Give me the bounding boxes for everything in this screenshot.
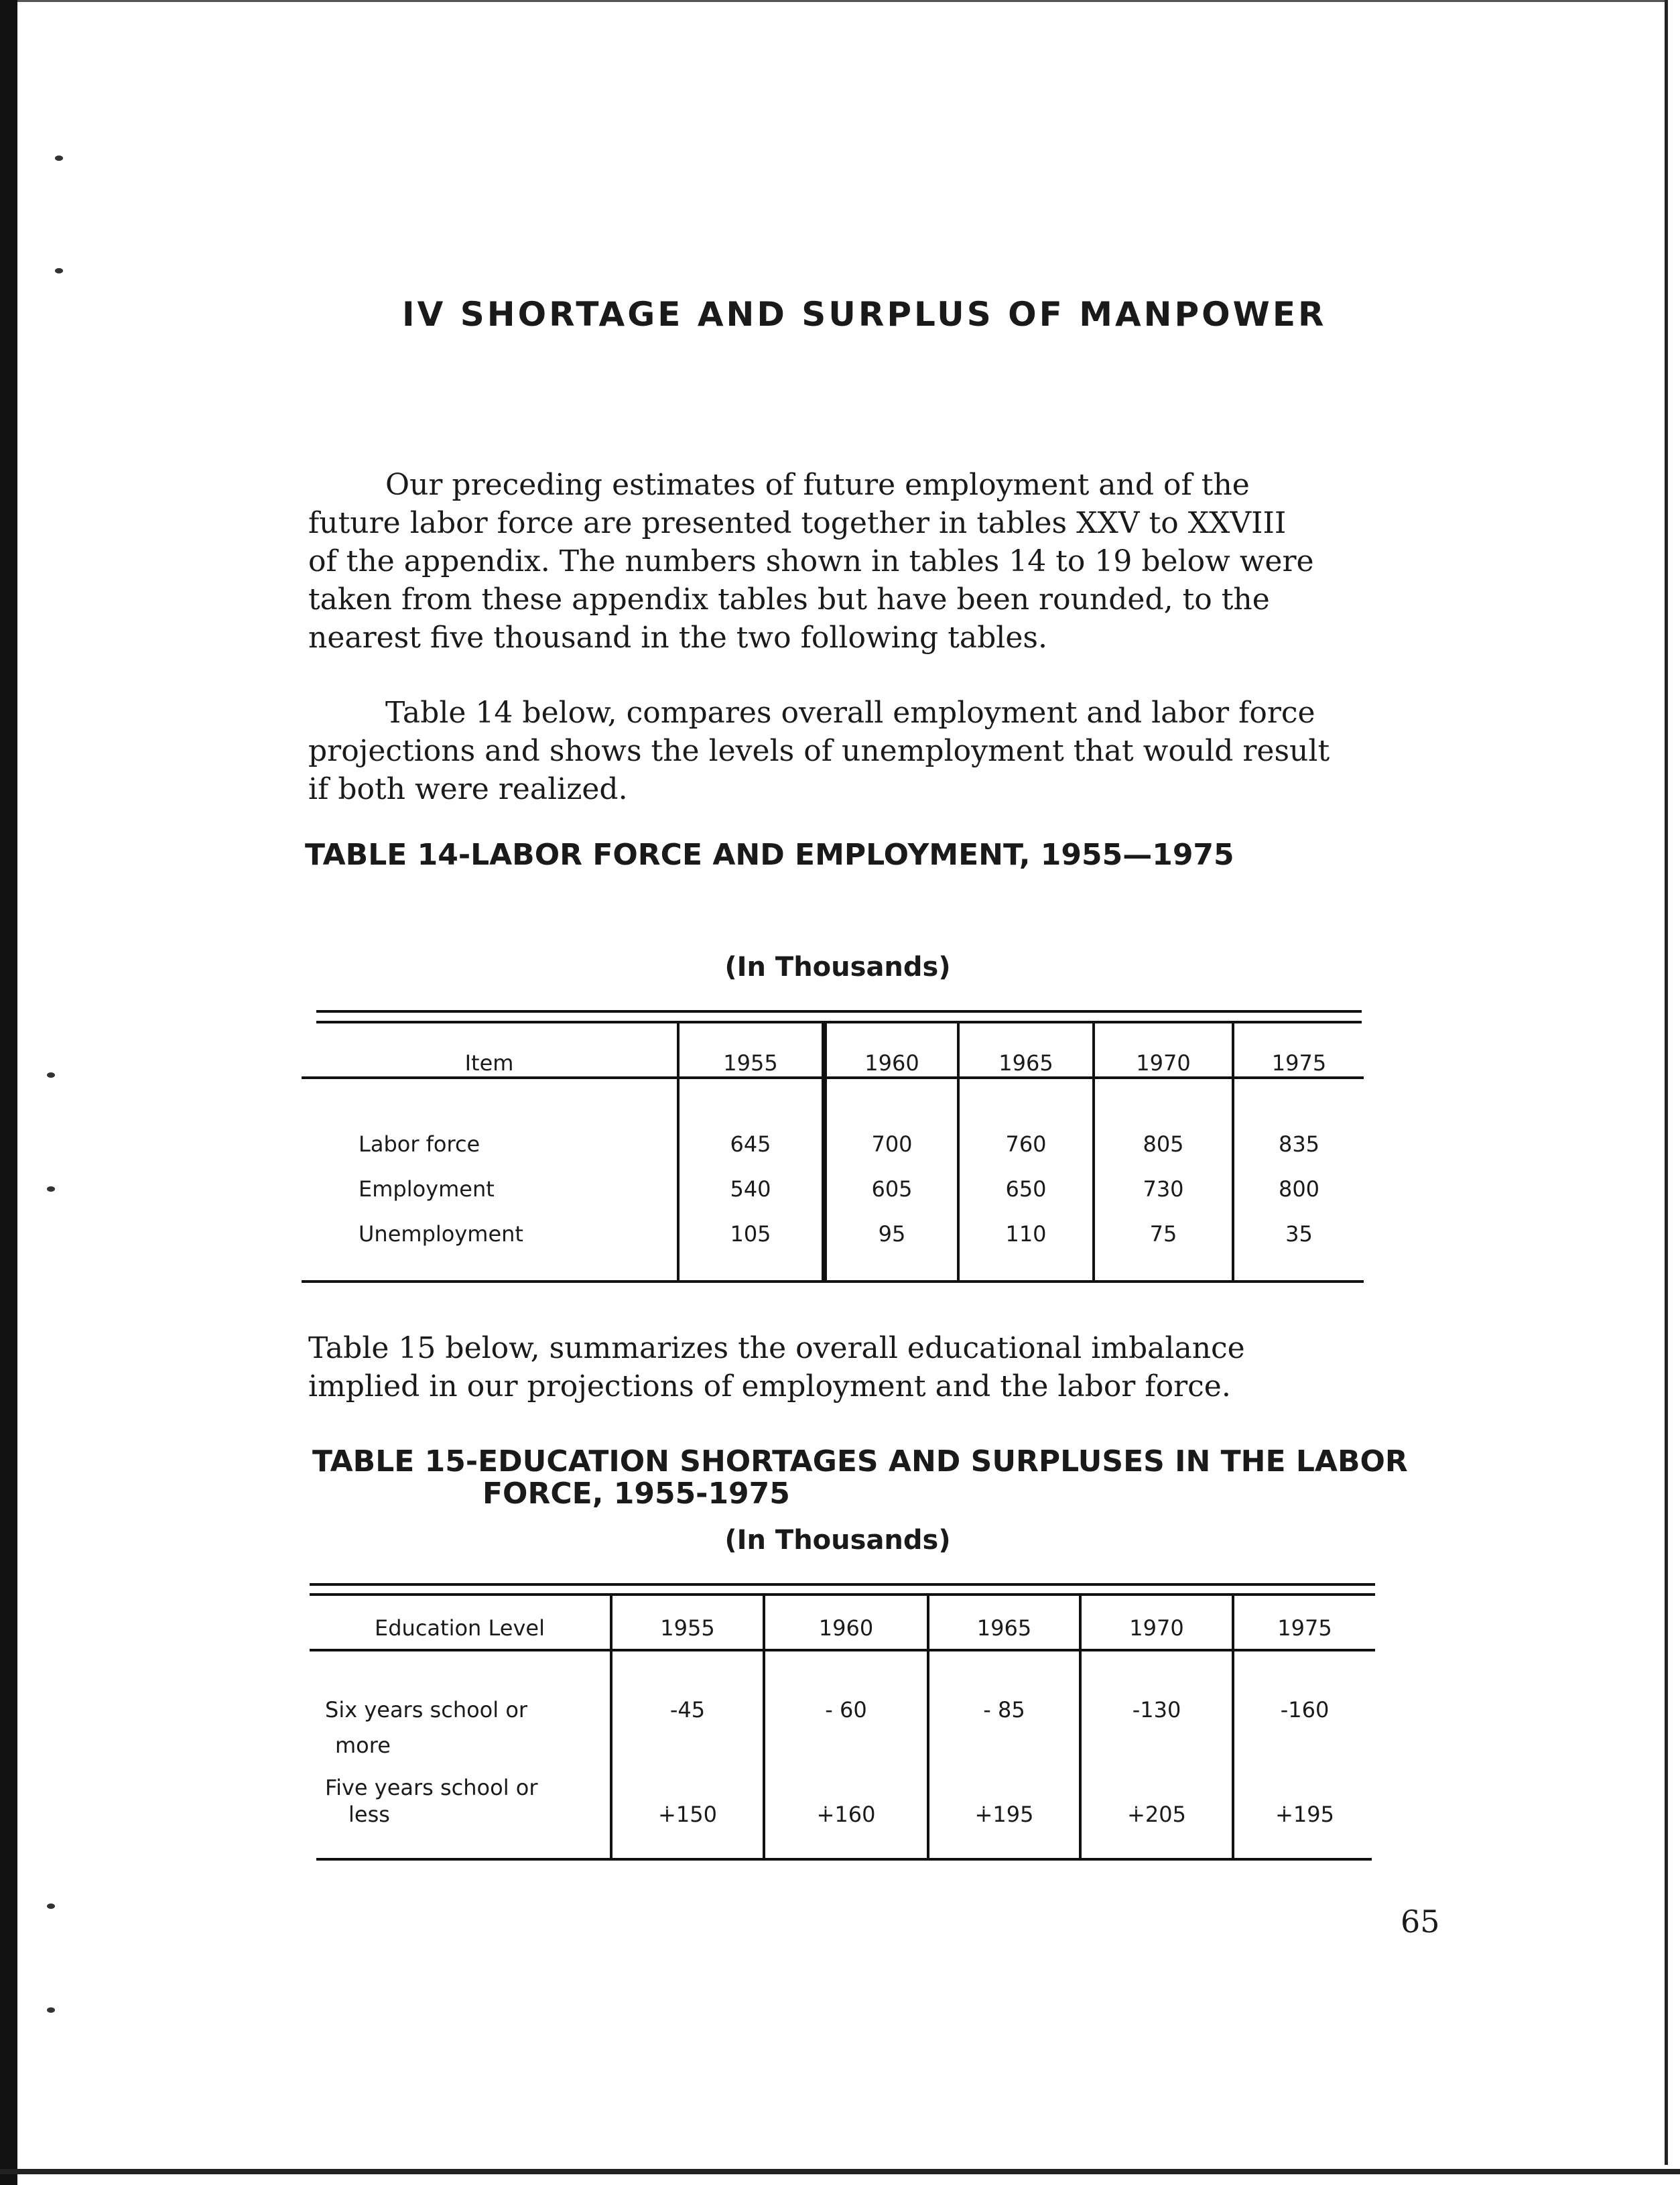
- table14-row-label: Unemployment: [359, 1221, 523, 1247]
- table15-header-year: 1975: [1277, 1615, 1332, 1641]
- table14-col-divider: [822, 1023, 827, 1280]
- table14-title: TABLE 14-LABOR FORCE AND EMPLOYMENT, 1955—1975: [305, 838, 1234, 872]
- table15-cell: ∔160: [816, 1802, 876, 1827]
- table15-top-rule: [310, 1583, 1375, 1586]
- table14-top-rule: [316, 1021, 1362, 1023]
- table14-header-item: Item: [464, 1050, 514, 1076]
- paragraph-line: taken from these appendix tables but have been rounded, to the: [308, 582, 1270, 617]
- table15-row-label: Five years school or: [325, 1775, 538, 1800]
- paragraph-line: Our preceding estimates of future employment and of the: [385, 468, 1250, 502]
- binder-hole-speck: [55, 268, 63, 273]
- table15-cell: -45: [669, 1697, 706, 1723]
- page-edge-left: [0, 0, 17, 2185]
- page-edge-bottom: [0, 2169, 1680, 2174]
- table14-cell: 645: [730, 1131, 771, 1157]
- table15-bottom-rule: [316, 1858, 1372, 1861]
- table15-header-rule: [310, 1649, 1375, 1651]
- page-edge-top: [17, 0, 1666, 2]
- table14-header-year: 1975: [1271, 1050, 1327, 1076]
- table14-bottom-rule: [302, 1280, 1364, 1283]
- table15-unit: (In Thousands): [724, 1525, 951, 1556]
- table14-cell: 760: [1005, 1131, 1047, 1157]
- table14-header-year: 1960: [864, 1050, 919, 1076]
- table14-cell: 95: [878, 1221, 906, 1247]
- table15-intro-paragraph: [308, 1329, 1461, 1406]
- table15-cell: ∔205: [1127, 1802, 1186, 1827]
- paragraph-line: nearest five thousand in the two following tables.: [308, 621, 1047, 655]
- table14-cell: 730: [1143, 1176, 1184, 1202]
- table15-row-label-continued: less: [348, 1802, 390, 1827]
- table14-cell: 540: [730, 1176, 771, 1202]
- table15-top-rule: [310, 1593, 1375, 1596]
- binder-hole-speck: [47, 2007, 55, 2013]
- table14-cell: 835: [1278, 1131, 1320, 1157]
- table15-header-year: 1960: [818, 1615, 874, 1641]
- table14-row-label: Employment: [359, 1176, 495, 1202]
- table14-header-year: 1965: [998, 1050, 1053, 1076]
- binder-hole-speck: [47, 1903, 55, 1909]
- table14-cell: 700: [871, 1131, 913, 1157]
- table15-cell: ∔195: [974, 1802, 1034, 1827]
- binder-hole-speck: [47, 1072, 55, 1078]
- table14-intro-paragraph: [308, 694, 1461, 808]
- table14-cell: 110: [1005, 1221, 1047, 1247]
- table15-header-year: 1965: [976, 1615, 1032, 1641]
- chapter-title: IV SHORTAGE AND SURPLUS OF MANPOWER: [402, 295, 1327, 334]
- table14-cell: 75: [1149, 1221, 1177, 1247]
- table14-cell: 105: [730, 1221, 771, 1247]
- table15-header-year: 1970: [1129, 1615, 1184, 1641]
- table15-cell: -160: [1280, 1697, 1330, 1723]
- table15-row-label-continued: more: [335, 1733, 391, 1758]
- table14-row-label: Labor force: [359, 1131, 480, 1157]
- paragraph-line: future labor force are presented together in tables XXV to XXVIII: [308, 506, 1287, 540]
- paragraph-line: projections and shows the levels of unemployment that would result: [308, 734, 1330, 768]
- paragraph-line: Table 14 below, compares overall employment and labor force: [385, 696, 1315, 730]
- table14-cell: 800: [1278, 1176, 1320, 1202]
- table14-header-year: 1970: [1136, 1050, 1191, 1076]
- table15-title-continued: FORCE, 1955-1975: [482, 1477, 790, 1511]
- paragraph-line: of the appendix. The numbers shown in tables 14 to 19 below were: [308, 544, 1314, 578]
- table14-cell: 650: [1005, 1176, 1047, 1202]
- table14-cell: 605: [871, 1176, 913, 1202]
- table15-cell: - 60: [825, 1697, 867, 1723]
- table14-cell: 805: [1143, 1131, 1184, 1157]
- table14-top-rule: [316, 1010, 1362, 1013]
- paragraph-line: implied in our projections of employment and the labor force.: [308, 1369, 1231, 1403]
- table14-header-rule: [302, 1076, 1364, 1079]
- paragraph-line: if both were realized.: [308, 772, 628, 806]
- page-number: 65: [1401, 1903, 1440, 1940]
- binder-hole-speck: [47, 1186, 55, 1192]
- table15-cell: -130: [1132, 1697, 1181, 1723]
- table14-cell: 35: [1285, 1221, 1313, 1247]
- page-edge-right: [1665, 0, 1668, 2165]
- table15-cell: ∔150: [658, 1802, 717, 1827]
- table14-header-year: 1955: [723, 1050, 778, 1076]
- table15-row-label: Six years school or: [325, 1697, 528, 1723]
- binder-hole-speck: [55, 155, 63, 161]
- table15-cell: ∔195: [1275, 1802, 1334, 1827]
- table15-cell: - 85: [983, 1697, 1025, 1723]
- intro-paragraph: [308, 466, 1461, 657]
- paragraph-line: Table 15 below, summarizes the overall educational imbalance: [308, 1331, 1245, 1365]
- table15-title: TABLE 15-EDUCATION SHORTAGES AND SURPLUSES IN THE LABOR: [312, 1444, 1408, 1479]
- table15-header-year: 1955: [660, 1615, 715, 1641]
- table15-header-education-level: Education Level: [375, 1615, 545, 1641]
- table14-unit: (In Thousands): [724, 952, 951, 983]
